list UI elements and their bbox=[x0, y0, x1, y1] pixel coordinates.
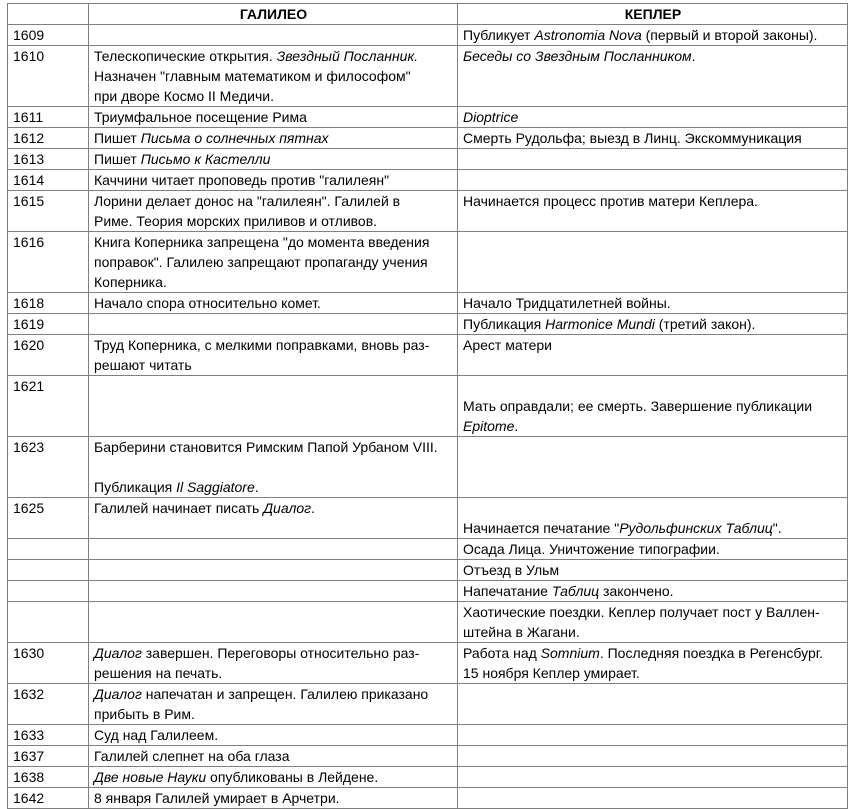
year-cell: 1642 bbox=[8, 788, 89, 809]
galileo-cell: Галилей слепнет на оба глаза bbox=[89, 746, 458, 767]
galileo-cell: 8 января Галилей умирает в Арчетри. bbox=[89, 788, 458, 809]
year-cell: 1616 bbox=[8, 232, 89, 293]
table-body bbox=[8, 25, 848, 809]
year-cell bbox=[8, 602, 89, 643]
kepler-cell: Смерть Рудольфа; выезд в Линц. Экскоммуникация bbox=[458, 128, 848, 149]
table-row bbox=[8, 191, 848, 232]
year-cell: 1614 bbox=[8, 170, 89, 191]
year-cell: 1610 bbox=[8, 46, 89, 107]
galileo-cell bbox=[89, 560, 458, 581]
kepler-cell bbox=[458, 788, 848, 809]
chronology-table bbox=[7, 3, 848, 809]
table-row bbox=[8, 788, 848, 809]
table-row bbox=[8, 498, 848, 539]
table-row bbox=[8, 746, 848, 767]
year-cell: 1618 bbox=[8, 293, 89, 314]
table-row bbox=[8, 725, 848, 746]
kepler-cell: Начинается процесс против матери Кеплера. bbox=[458, 191, 848, 232]
year-cell: 1619 bbox=[8, 314, 89, 335]
table-row bbox=[8, 539, 848, 560]
table-row bbox=[8, 643, 848, 684]
table-row bbox=[8, 560, 848, 581]
year-cell: 1637 bbox=[8, 746, 89, 767]
table-row bbox=[8, 314, 848, 335]
table-row bbox=[8, 376, 848, 437]
table-row bbox=[8, 46, 848, 107]
year-cell: 1609 bbox=[8, 25, 89, 46]
year-cell: 1638 bbox=[8, 767, 89, 788]
galileo-cell: Суд над Галилеем. bbox=[89, 725, 458, 746]
galileo-cell: Лорини делает донос на "галилеян". Галилей в Риме. Теория морских приливов и отливов. bbox=[89, 191, 458, 232]
year-cell: 1621 bbox=[8, 376, 89, 437]
kepler-cell: Начало Тридцатилетней войны. bbox=[458, 293, 848, 314]
table-row bbox=[8, 335, 848, 376]
galileo-cell: Диалог напечатан и запрещен. Галилею приказано прибыть в Рим. bbox=[89, 684, 458, 725]
galileo-cell bbox=[89, 539, 458, 560]
galileo-cell bbox=[89, 314, 458, 335]
galileo-cell bbox=[89, 581, 458, 602]
table-row bbox=[8, 581, 848, 602]
kepler-cell: Начинается печатание "Рудольфинских Таблиц". bbox=[458, 498, 848, 539]
table-row bbox=[8, 149, 848, 170]
kepler-cell bbox=[458, 437, 848, 498]
kepler-cell bbox=[458, 170, 848, 191]
kepler-cell bbox=[458, 746, 848, 767]
kepler-cell bbox=[458, 232, 848, 293]
year-cell: 1632 bbox=[8, 684, 89, 725]
kepler-cell bbox=[458, 684, 848, 725]
kepler-cell: Беседы со Звездным Посланником. bbox=[458, 46, 848, 107]
kepler-cell: Хаотические поездки. Кеплер получает пост у Валлен- штейна в Жагани. bbox=[458, 602, 848, 643]
kepler-cell bbox=[458, 767, 848, 788]
galileo-cell: Телескопические открытия. Звездный Посланник. Назначен "главным математиком и философом" при дворе Космо II Медичи. bbox=[89, 46, 458, 107]
galileo-cell bbox=[89, 376, 458, 437]
galileo-cell: Барберини становится Римским Папой Урбаном VIII. Публикация Il Saggiatore. bbox=[89, 437, 458, 498]
galileo-cell: Труд Коперника, с мелкими поправками, вновь раз- решают читать bbox=[89, 335, 458, 376]
year-cell bbox=[8, 581, 89, 602]
table-row bbox=[8, 25, 848, 46]
table-row bbox=[8, 232, 848, 293]
header-kepler: КЕПЛЕР bbox=[458, 4, 848, 25]
table-row bbox=[8, 107, 848, 128]
kepler-cell: Публикация Harmonice Mundi (третий закон). bbox=[458, 314, 848, 335]
kepler-cell: Публикует Astronomia Nova (первый и второй законы). bbox=[458, 25, 848, 46]
kepler-cell: Dioptrice bbox=[458, 107, 848, 128]
galileo-cell bbox=[89, 602, 458, 643]
year-cell: 1625 bbox=[8, 498, 89, 539]
year-cell: 1623 bbox=[8, 437, 89, 498]
galileo-cell: Триумфальное посещение Рима bbox=[89, 107, 458, 128]
year-cell: 1620 bbox=[8, 335, 89, 376]
kepler-cell bbox=[458, 725, 848, 746]
table-row bbox=[8, 767, 848, 788]
year-cell: 1612 bbox=[8, 128, 89, 149]
kepler-cell: Работа над Somnium. Последняя поездка в Регенсбург. 15 ноября Кеплер умирает. bbox=[458, 643, 848, 684]
year-cell: 1630 bbox=[8, 643, 89, 684]
galileo-cell: Пишет Письма о солнечных пятнах bbox=[89, 128, 458, 149]
table-row bbox=[8, 128, 848, 149]
table-row bbox=[8, 602, 848, 643]
year-cell: 1611 bbox=[8, 107, 89, 128]
year-cell bbox=[8, 539, 89, 560]
galileo-cell: Галилей начинает писать Диалог. bbox=[89, 498, 458, 539]
year-cell: 1615 bbox=[8, 191, 89, 232]
header-galileo: ГАЛИЛЕО bbox=[89, 4, 458, 25]
kepler-cell: Отъезд в Ульм bbox=[458, 560, 848, 581]
table-row bbox=[8, 437, 848, 498]
galileo-cell: Пишет Письмо к Кастелли bbox=[89, 149, 458, 170]
galileo-cell: Начало спора относительно комет. bbox=[89, 293, 458, 314]
kepler-cell: Осада Лица. Уничтожение типографии. bbox=[458, 539, 848, 560]
year-cell bbox=[8, 560, 89, 581]
galileo-cell: Две новые Науки опубликованы в Лейдене. bbox=[89, 767, 458, 788]
kepler-cell: Арест матери bbox=[458, 335, 848, 376]
kepler-cell bbox=[458, 149, 848, 170]
galileo-cell: Книга Коперника запрещена "до момента введения поправок". Галилею запрещают пропаганду учения Коперника. bbox=[89, 232, 458, 293]
table-row bbox=[8, 170, 848, 191]
kepler-cell: Мать оправдали; ее смерть. Завершение публикации Epitome. bbox=[458, 376, 848, 437]
table-row bbox=[8, 684, 848, 725]
table-row bbox=[8, 293, 848, 314]
header-year bbox=[8, 4, 89, 25]
year-cell: 1613 bbox=[8, 149, 89, 170]
year-cell: 1633 bbox=[8, 725, 89, 746]
kepler-cell: Напечатание Таблиц закончено. bbox=[458, 581, 848, 602]
table-header-row bbox=[8, 4, 848, 25]
galileo-cell: Диалог завершен. Переговоры относительно раз- решения на печать. bbox=[89, 643, 458, 684]
galileo-cell: Каччини читает проповедь против "галилеян" bbox=[89, 170, 458, 191]
galileo-cell bbox=[89, 25, 458, 46]
